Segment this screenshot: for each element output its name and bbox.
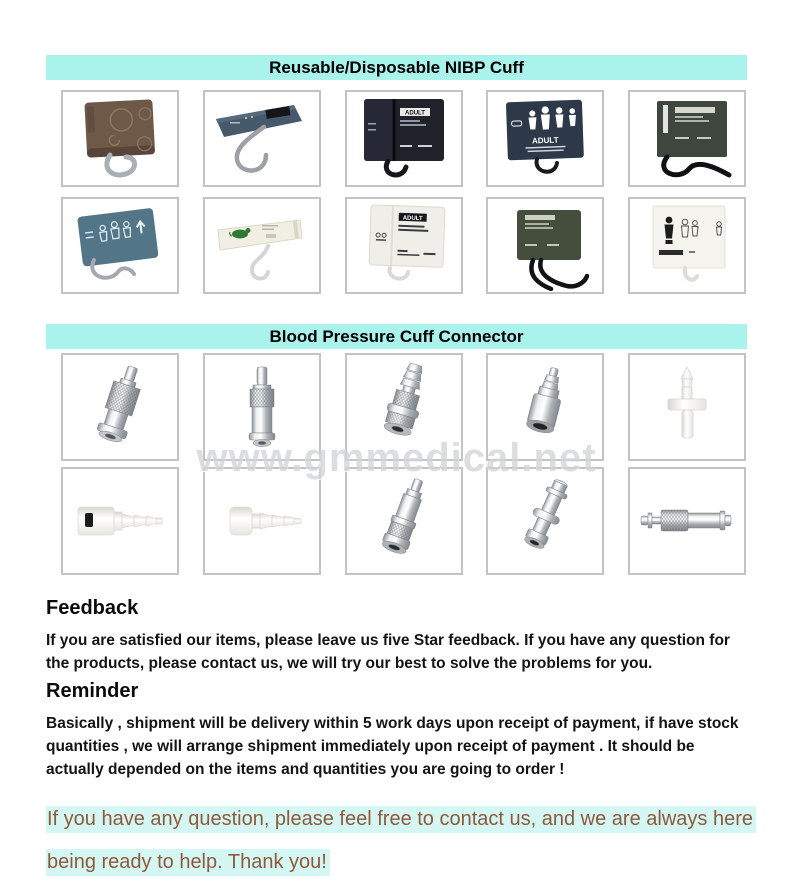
navy-flat-cuff-image — [206, 93, 318, 184]
product-cell — [628, 353, 746, 461]
section-title: Reusable/Disposable NIBP Cuff — [269, 58, 524, 77]
olive-double-tube-cuff-image — [489, 200, 601, 291]
footer-note-text: If you have any question, please feel free to contact us, and we are always here — [46, 806, 756, 833]
teal-cuff-image — [64, 200, 176, 291]
feedback-body: If you are satisfied our items, please leave us five Star feedback. If you have any question for the products, please contact us, we will try our best to solve the problems for you. — [46, 632, 730, 672]
white-family-cuff-image — [631, 200, 743, 291]
product-cell — [203, 197, 321, 294]
product-cell — [61, 197, 179, 294]
product-cell — [345, 353, 463, 461]
metal-connector-image — [348, 469, 460, 573]
product-cell — [61, 467, 179, 575]
footer-note-text: being ready to help. Thank you! — [46, 849, 330, 876]
watermark-text: www.gmmedical.net — [196, 436, 597, 480]
dark-green-cuff-image — [631, 93, 743, 184]
cuff-grid-row-1 — [61, 90, 746, 187]
metal-connector-image — [64, 355, 176, 459]
cuff-grid-row-2 — [61, 197, 746, 294]
product-cell — [486, 467, 604, 575]
plastic-connector-image — [206, 469, 318, 573]
navy-family-cuff-image — [489, 93, 601, 184]
cuff-adult-label: ADULT — [402, 215, 423, 223]
reminder-body: Basically , shipment will be delivery within 5 work days upon receipt of payment, if have stock quantities , we will arrange shipment immediately upon receipt of payment . It should be actually depended on the items and quantities you are going to order ! — [46, 715, 739, 778]
product-cell — [61, 353, 179, 461]
metal-connector-image — [489, 469, 601, 573]
black-adult-cuff-image — [348, 93, 460, 184]
product-cell — [628, 90, 746, 187]
product-cell — [345, 90, 463, 187]
connector-grid-row-2 — [61, 467, 746, 575]
product-cell — [345, 197, 463, 294]
product-cell — [203, 90, 321, 187]
feedback-heading: Feedback — [46, 597, 139, 619]
product-cell — [628, 197, 746, 294]
section-title: Blood Pressure Cuff Connector — [269, 327, 524, 346]
metal-connector-image — [631, 469, 743, 573]
plastic-connector-image — [64, 469, 176, 573]
product-cell — [345, 467, 463, 575]
white-disposable-cuff-image — [348, 200, 460, 291]
section-banner-connector — [46, 324, 747, 349]
footer-note-line-2 — [46, 848, 766, 876]
product-cell — [203, 353, 321, 461]
product-cell — [61, 90, 179, 187]
cuff-adult-label: ADULT — [404, 110, 425, 117]
cuff-adult-label: ADULT — [532, 135, 559, 146]
product-cell — [486, 353, 604, 461]
metal-connector-image — [206, 355, 318, 459]
brown-folded-cuff-image — [64, 93, 176, 184]
white-lion-strip-cuff-image — [206, 200, 318, 291]
reminder-heading: Reminder — [46, 680, 139, 702]
metal-connector-image — [348, 355, 460, 459]
product-cell — [203, 467, 321, 575]
metal-connector-image — [489, 355, 601, 459]
product-cell — [628, 467, 746, 575]
footer-note-line-1 — [46, 805, 766, 833]
section-banner-nibp-cuff — [46, 55, 747, 80]
product-cell — [486, 90, 604, 187]
connector-grid-row-1 — [61, 353, 746, 461]
plastic-connector-image — [631, 355, 743, 459]
product-cell — [486, 197, 604, 294]
